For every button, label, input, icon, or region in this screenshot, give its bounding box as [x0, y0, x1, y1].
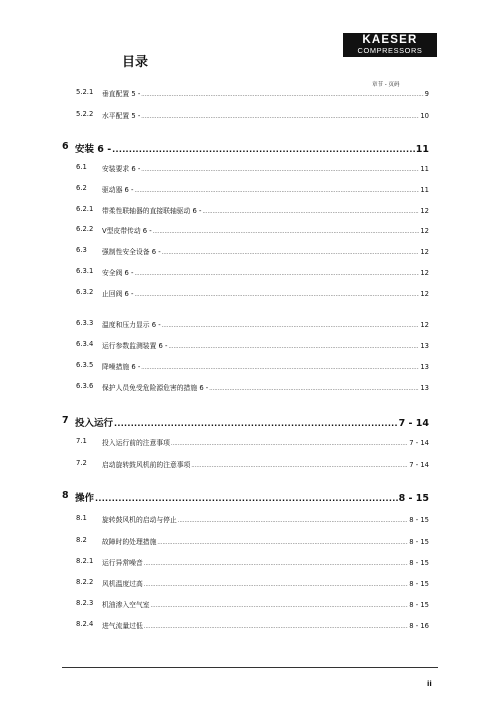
toc-dot-leader [151, 603, 409, 609]
kaeser-logo [343, 33, 437, 57]
toc-dot-leader [168, 344, 419, 350]
toc-page-ref: 12 [420, 269, 429, 277]
toc-dot-leader [114, 419, 398, 428]
toc-page-ref: 12 [420, 227, 429, 235]
logo-wordmark: KAESER [362, 34, 418, 46]
toc-dot-leader [153, 229, 420, 235]
toc-page-ref: 10 [420, 112, 429, 120]
toc-section-number: 6.2.1 [76, 205, 94, 213]
toc-chapter-row[interactable] [62, 490, 429, 504]
toc-entry-row[interactable] [76, 163, 429, 173]
toc-title: V型皮带传动 6 - [102, 227, 152, 235]
toc-page-ref: 8 - 15 [409, 559, 429, 567]
toc-dot-leader [144, 561, 408, 567]
column-header: 章节 - 页码 [372, 82, 400, 88]
toc-title: 安装要求 6 - [102, 165, 141, 173]
toc-title: 运行异常噪音 [102, 559, 143, 567]
footer-divider [62, 667, 438, 668]
toc-dot-leader [95, 494, 398, 503]
toc-dot-leader [144, 624, 408, 630]
toc-section-number: 6.3.1 [76, 267, 94, 275]
toc-title: 旋转鼓风机的启动与停止 [102, 516, 177, 524]
toc-entry-row[interactable] [76, 88, 429, 98]
toc-title: 安全阀 6 - [102, 269, 134, 277]
toc-section-number: 8.2.4 [76, 620, 94, 628]
toc-entry-row[interactable] [76, 514, 429, 524]
toc-section-number: 5.2.1 [76, 88, 94, 96]
toc-page-ref: 11 [420, 165, 429, 173]
page-number: ii [427, 680, 432, 688]
toc-section-number: 7.2 [76, 459, 87, 467]
toc-dot-leader [202, 209, 419, 215]
toc-section-number: 6.3.5 [76, 361, 94, 369]
toc-section-number: 8.2 [76, 536, 87, 544]
toc-dot-leader [112, 145, 415, 154]
toc-entry-row[interactable] [76, 382, 429, 392]
toc-dot-leader [135, 188, 420, 194]
toc-section-number: 6.2.2 [76, 225, 94, 233]
toc-entry-row[interactable] [76, 110, 429, 120]
toc-page-ref: 7 - 14 [398, 418, 429, 429]
toc-page-ref: 7 - 14 [409, 439, 429, 447]
toc-section-number: 8 [62, 490, 69, 501]
toc-section-number: 6.3 [76, 246, 87, 254]
toc-dot-leader [162, 250, 420, 256]
logo-subline: COMPRESSORS [357, 46, 423, 55]
toc-page-ref: 13 [420, 342, 429, 350]
toc-dot-leader [162, 323, 420, 329]
toc-entry-row[interactable] [76, 246, 429, 256]
toc-entry-row[interactable] [76, 536, 429, 546]
toc-page-ref: 12 [420, 207, 429, 215]
toc-page-ref: 11 [415, 144, 429, 155]
toc-title: 垂直配置 5 - [102, 90, 141, 98]
toc-section-number: 5.2.2 [76, 110, 94, 118]
toc-entry-row[interactable] [76, 620, 429, 630]
toc-page-ref: 8 - 15 [409, 516, 429, 524]
toc-dot-leader [157, 540, 408, 546]
toc-dot-leader [141, 92, 423, 98]
toc-title: 故障时的处理措施 [102, 538, 157, 546]
toc-entry-row[interactable] [76, 361, 429, 371]
toc-entry-row[interactable] [76, 557, 429, 567]
toc-dot-leader [191, 463, 408, 469]
toc-title: 保护人员免受危险源危害的措施 6 - [102, 384, 209, 392]
toc-page-ref: 12 [420, 290, 429, 298]
toc-section-number: 8.2.3 [76, 599, 94, 607]
toc-title: 投入运行 [75, 418, 114, 429]
toc-section-number: 8.2.1 [76, 557, 94, 565]
toc-page-ref: 9 [424, 90, 429, 98]
toc-title: 止回阀 6 - [102, 290, 134, 298]
toc-dot-leader [141, 365, 419, 371]
toc-dot-leader [209, 386, 419, 392]
toc-entry-row[interactable] [76, 599, 429, 609]
toc-entry-row[interactable] [76, 319, 429, 329]
toc-section-number: 6.1 [76, 163, 87, 171]
toc-page-ref: 8 - 15 [409, 580, 429, 588]
toc-page-ref: 11 [420, 186, 429, 194]
toc-title: 驱动器 6 - [102, 186, 134, 194]
toc-title: 操作 [75, 493, 95, 504]
toc-title: 带柔性联轴器的直接联轴驱动 6 - [102, 207, 202, 215]
toc-entry-row[interactable] [76, 459, 429, 469]
toc-section-number: 6.3.4 [76, 340, 94, 348]
toc-entry-row[interactable] [76, 578, 429, 588]
toc-page-ref: 13 [420, 384, 429, 392]
toc-title: 安装 6 - [75, 144, 112, 155]
toc-page-ref: 12 [420, 321, 429, 329]
toc-section-number: 8.1 [76, 514, 87, 522]
toc-title: 启动旋转鼓风机前的注意事项 [102, 461, 191, 469]
toc-entry-row[interactable] [76, 340, 429, 350]
toc-title: 降噪措施 6 - [102, 363, 141, 371]
toc-section-number: 6.3.6 [76, 382, 94, 390]
page-title: 目录 [122, 55, 149, 70]
toc-page-ref: 8 - 15 [398, 493, 429, 504]
toc-section-number: 6 [62, 141, 69, 152]
toc-title: 温度和压力显示 6 - [102, 321, 161, 329]
toc-chapter-row[interactable] [62, 141, 429, 155]
toc-section-number: 6.3.3 [76, 319, 94, 327]
toc-entry-row[interactable] [76, 437, 429, 447]
toc-section-number: 8.2.2 [76, 578, 94, 586]
toc-dot-leader [144, 582, 408, 588]
toc-entry-row[interactable] [76, 205, 429, 215]
toc-title: 进气流量过低 [102, 622, 143, 630]
toc-entry-row[interactable] [76, 267, 429, 277]
toc-title: 运行参数监测装置 6 - [102, 342, 168, 350]
toc-title: 风机温度过高 [102, 580, 143, 588]
toc-dot-leader [141, 167, 419, 173]
toc-page-ref: 8 - 15 [409, 538, 429, 546]
toc-page-ref: 8 - 16 [409, 622, 429, 630]
toc-title: 投入运行前的注意事项 [102, 439, 170, 447]
toc-dot-leader [171, 441, 408, 447]
toc-dot-leader [135, 292, 420, 298]
toc-entry-row[interactable] [76, 288, 429, 298]
toc-section-number: 7.1 [76, 437, 87, 445]
toc-title: 强制性安全设备 6 - [102, 248, 161, 256]
toc-chapter-row[interactable] [62, 415, 429, 429]
toc-entry-row[interactable] [76, 184, 429, 194]
toc-page-ref: 12 [420, 248, 429, 256]
toc-page-ref: 7 - 14 [409, 461, 429, 469]
toc-title: 水平配置 5 - [102, 112, 141, 120]
toc-section-number: 7 [62, 415, 69, 426]
toc-dot-leader [178, 518, 408, 524]
toc-dot-leader [141, 114, 419, 120]
toc-page-ref: 13 [420, 363, 429, 371]
toc-entry-row[interactable] [76, 225, 429, 235]
toc-page-ref: 8 - 15 [409, 601, 429, 609]
toc-section-number: 6.2 [76, 184, 87, 192]
toc-title: 机油渗入空气室 [102, 601, 150, 609]
toc-section-number: 6.3.2 [76, 288, 94, 296]
toc-dot-leader [135, 271, 420, 277]
